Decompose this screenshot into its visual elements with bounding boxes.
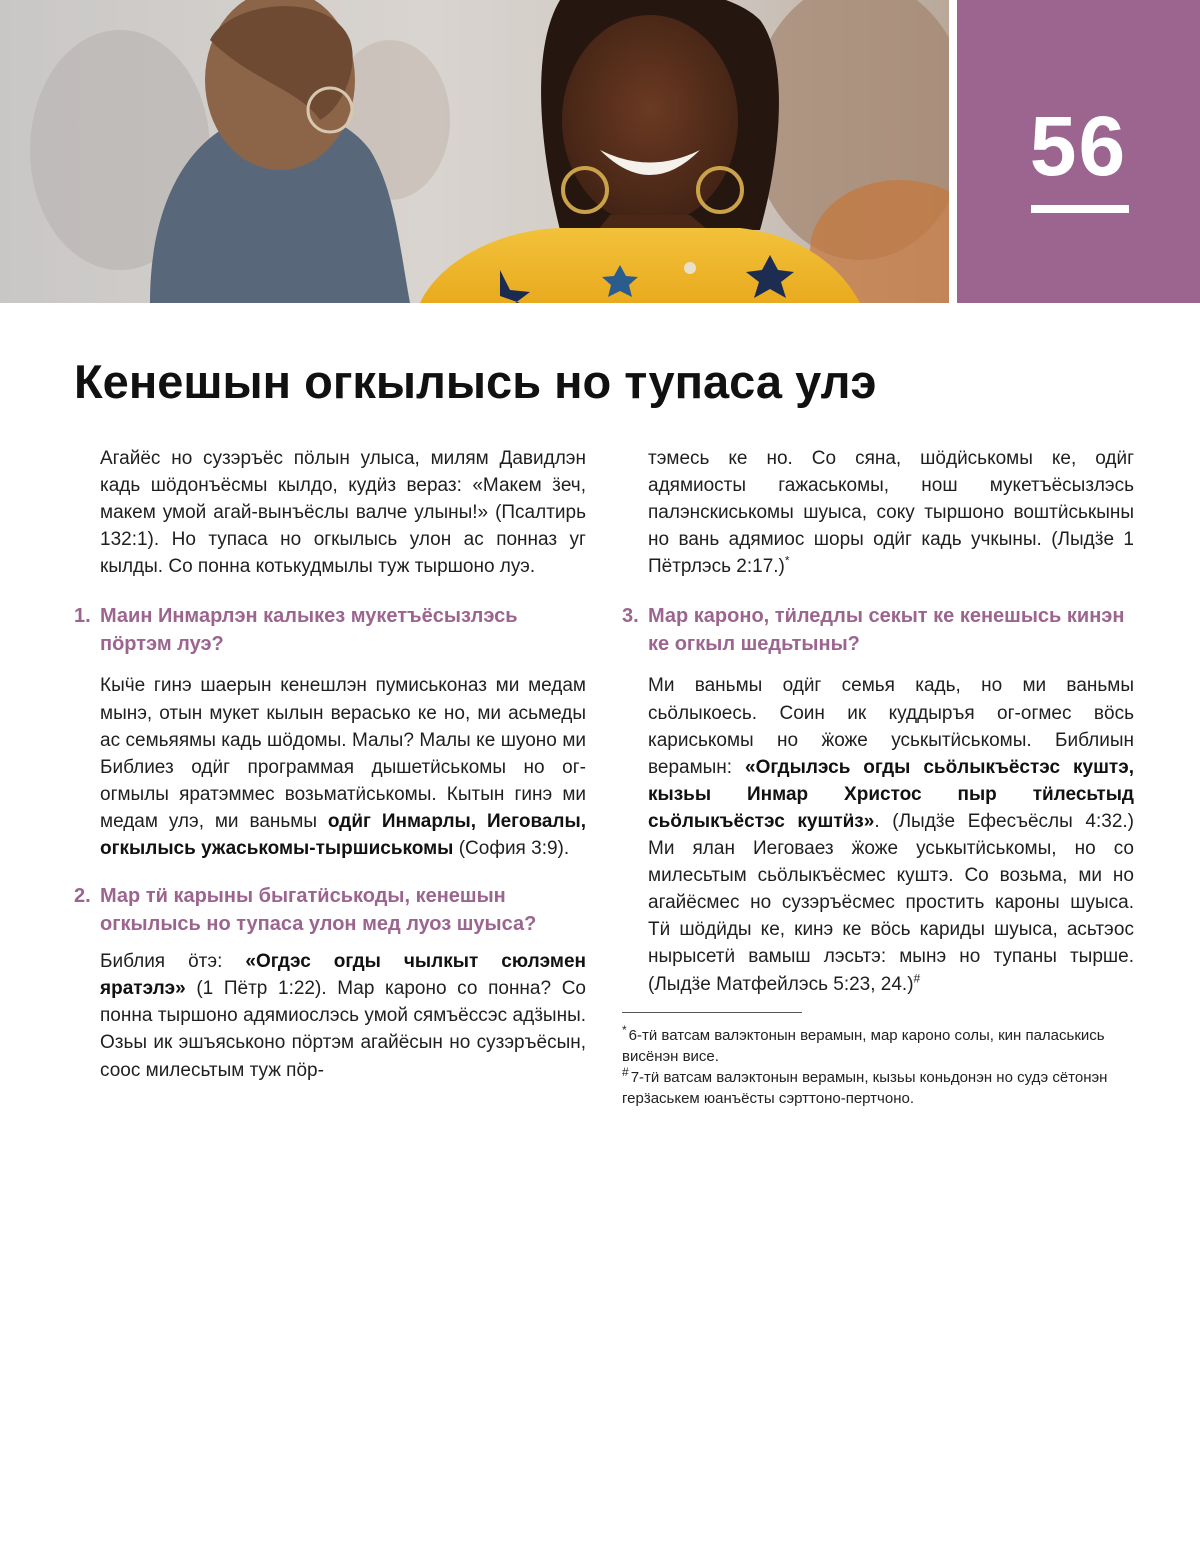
footnote-2-text: 7-тӥ ватсам валэктонын верамын, кызьы коньдонэн но судэ сётонэн герӟаськем юанъёсты сэрттоно-пертчоно.: [622, 1068, 1108, 1107]
answer-2-text-a: Библия ӧтэ:: [100, 951, 246, 973]
footnote-ref-2[interactable]: #: [913, 971, 921, 986]
footnote-divider: [622, 1012, 802, 1013]
question-2: [74, 882, 586, 938]
answer-3-text-a: Ми ваньмы одӥг семья кадь, но ми ваньмы сьӧлыкоесь. Соин ик куддыръя ог-огмес вӧсь кариськомы но ӝоже уськытӥськомы. Библиын верамын:: [648, 675, 1134, 778]
question-1-number: 1.: [74, 605, 91, 628]
question-3-text: Мар кароно, тӥледлы секыт ке кенешысь кинэн ке огкыл шедьтыны?: [648, 605, 1125, 656]
question-2-text: Мар тӥ карыны быгатӥськоды, кенешын огкылысь но тупаса улон мед луоз шуыса?: [100, 885, 537, 936]
question-3: [622, 602, 1134, 658]
answer-1-text-b: (София 3:9).: [453, 838, 570, 860]
question-1: [74, 602, 586, 658]
footnote-ref-1[interactable]: *: [784, 554, 790, 569]
answer-2-bold: «Огдэс огды чылкыт сюлэмен яратэлэ»: [100, 951, 586, 1000]
answer-3: [622, 672, 1134, 997]
footnote-2: [622, 1064, 1134, 1109]
answer-2-part-2: [622, 445, 1134, 580]
answer-3-text-b: . (Лыдӟе Ефесъёслы 4:32.) Ми ялан Иеговаез ӝоже уськытӥськомы, но со милесьтым сьӧлыкъёсмес куштэ. Со возьма, ми но агайёсмес но сузэръёсмес простить кароны шуыса. Тӥ шӧдӥды ке, кинэ ке вӧсь кариды шуыса, асьтэос нырысетӥ вамыш лэсьтэ: мынэ но тупаны тырше. (Лыдӟе Матфейлэсь 5:23, 24.): [648, 810, 1134, 995]
answer-2-text-b: (1 Пётр 1:22). Мар кароно со понна? Со понна тыршоно адямиослэсь умой сямъёссэс адӟыны. Озьы ик эшъяськоно пӧртэм агайёсын но сузэръёсын, соос милесьтым туж пӧр-: [100, 978, 586, 1081]
page-title: Кенешын огкылысь но тупаса улэ: [74, 355, 877, 408]
lesson-number-underline: [1031, 205, 1129, 213]
answer-2-continued: тэмесь ке но. Со сяна, шӧдӥськомы ке, одӥг адямиосты гажаськомы, нош мукетъёсызлэсь палэнскиськомы шуыса, соку тыршоно воштӥськыны но вань адямиос шоры одӥг кадь учкыны. (Лыдӟе 1 Пётрлэсь 2:17.): [648, 448, 1134, 578]
lesson-number-box: [957, 0, 1200, 303]
column-right: [622, 445, 1134, 1109]
answer-1-bold: одӥг Инмарлы, Иеговалы, огкылысь ужаськомы-тыршиськомы: [100, 810, 587, 860]
footnote-1-text: 6-тӥ ватсам валэктонын верамын, мар кароно солы, кин паласькись висёнэн висе.: [622, 1026, 1105, 1065]
header-photo: [0, 0, 949, 303]
question-3-number: 3.: [622, 605, 639, 628]
answer-2-part-1: [74, 948, 586, 1083]
footnote-1-mark: *: [622, 1022, 627, 1037]
photo-smiling-woman-icon: [0, 0, 949, 303]
answer-1: [74, 672, 586, 862]
footnote-2-mark: #: [622, 1064, 629, 1079]
question-1-text: Маин Инмарлэн калыкез мукетъёсызлэсь пӧртэм луэ?: [100, 605, 518, 656]
answer-1-text-a: Кыӵе гинэ шаерын кенешлэн пумиськоназ ми медам мынэ, отын мукет кылын верасько ке но, ми асьмеды ас семьяямы кадь шӧдомы. Малы? Малы ке шуоно ми Библиез одӥг программая дышетӥськомы но ог-огмылы яратэммес возьматӥськомы. Кытын гинэ ми медам улэ, ми ваньмы: [100, 675, 586, 832]
question-2-number: 2.: [74, 885, 91, 908]
answer-3-bold: «Огдылэсь огды сьӧлыкъёстэс куштэ, кызьы Инмар Христос пыр тӥлесьтыд сьӧлыкъёстэс куштӥз»: [648, 756, 1134, 832]
column-left: [74, 445, 586, 1084]
lesson-number: 56: [1029, 99, 1128, 193]
intro-paragraph: Агайёс но сузэръёс пӧлын улыса, милям Давидлэн кадь шӧдонъёсмы кылдо, кудӥз вераз: «Макем ӟеч, макем умой агай-вынъёслы валче улыны!» (Псалтирь 132:1). Но тупаса но огкылысь улон ас понназ уг кылды. Со понна котькудмылы туж тыршоно луэ.: [100, 448, 586, 578]
footnote-1: [622, 1022, 1134, 1067]
